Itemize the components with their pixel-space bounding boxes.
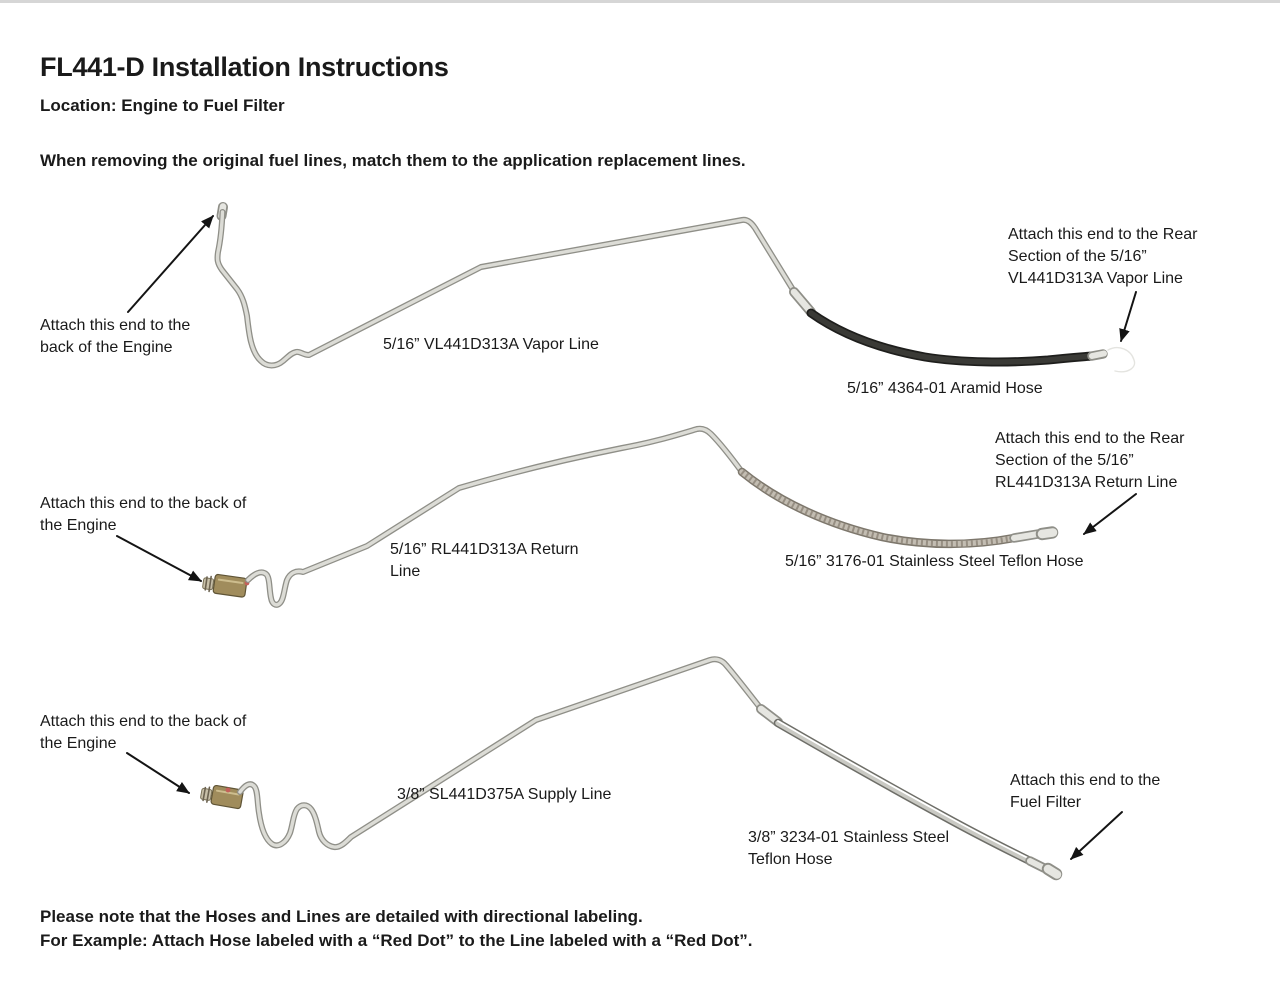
rear-section-arrow — [1084, 494, 1136, 534]
braided-teflon-hose — [742, 472, 1014, 544]
aramid-hose — [811, 313, 1092, 362]
callout-line: the Engine — [40, 735, 117, 752]
vapor-rear-callout — [1008, 224, 1197, 290]
supply-engine-callout — [40, 711, 246, 755]
tube-hose-connector — [794, 292, 811, 312]
engine-end-arrow — [127, 753, 189, 793]
brass-fitting — [202, 573, 247, 598]
callout-line: Attach this end to the back of — [40, 713, 247, 730]
callout-line: Attach this end to the Rear — [995, 430, 1185, 447]
location-line: Location: Engine to Fuel Filter — [40, 96, 285, 115]
supply-line-tube — [240, 659, 762, 847]
callout-line: back of the Engine — [40, 339, 173, 356]
callout-line: the Engine — [40, 517, 117, 534]
fuel-filter-callout — [1010, 770, 1160, 814]
return-engine-callout — [40, 493, 246, 537]
brass-fitting — [200, 783, 244, 809]
note-line: For Example: Attach Hose labeled with a “Red Dot” to the Line labeled with a “Red Dot”. — [40, 931, 753, 950]
note-line: Please note that the Hoses and Lines are detailed with directional labeling. — [40, 907, 643, 926]
engine-end-arrow — [117, 536, 201, 581]
label-line: 3/8” 3234-01 Stainless Steel — [748, 829, 950, 846]
fuel-filter-arrow — [1071, 812, 1122, 859]
callout-line: Section of the 5/16” — [1008, 248, 1147, 265]
return-rear-callout — [995, 428, 1184, 494]
aramid-hose-label: 5/16” 4364-01 Aramid Hose — [847, 380, 1043, 397]
callout-line: Attach this end to the — [1010, 772, 1161, 789]
callout-line: Fuel Filter — [1010, 794, 1082, 811]
vapor-line-diagram — [128, 207, 1136, 372]
callout-line: Attach this end to the — [40, 317, 191, 334]
return-hose-end-fitting — [1014, 533, 1053, 539]
supply-hose-label — [748, 827, 949, 871]
callout-line: Attach this end to the Rear — [1008, 226, 1198, 243]
return-line-diagram — [117, 429, 1136, 605]
callout-line: Section of the 5/16” — [995, 452, 1134, 469]
return-line-label — [390, 539, 579, 583]
vapor-engine-callout — [40, 315, 190, 359]
callout-line: VL441D313A Vapor Line — [1008, 270, 1183, 287]
callout-line: RL441D313A Return Line — [995, 474, 1178, 491]
engine-end-arrow — [128, 216, 213, 312]
callout-line: Attach this end to the back of — [40, 495, 247, 512]
return-hose-label: 5/16” 3176-01 Stainless Steel Teflon Hose — [785, 553, 1084, 570]
vapor-line-label: 5/16” VL441D313A Vapor Line — [383, 336, 599, 353]
page-title: FL441-D Installation Instructions — [40, 52, 449, 82]
label-line: Teflon Hose — [748, 851, 833, 868]
rear-section-arrow — [1121, 292, 1136, 341]
red-dot-marker — [226, 788, 231, 793]
aramid-hose-end-fitting — [1092, 348, 1135, 372]
directional-note — [40, 905, 753, 953]
supply-hose-end-fitting — [1030, 861, 1057, 875]
supply-line-diagram — [127, 659, 1122, 874]
supply-line-label: 3/8” SL441D375A Supply Line — [397, 786, 612, 803]
label-line: Line — [390, 563, 421, 580]
label-line: 5/16” RL441D313A Return — [390, 541, 579, 558]
intro-line: When removing the original fuel lines, match them to the application replacement lines. — [40, 151, 746, 170]
